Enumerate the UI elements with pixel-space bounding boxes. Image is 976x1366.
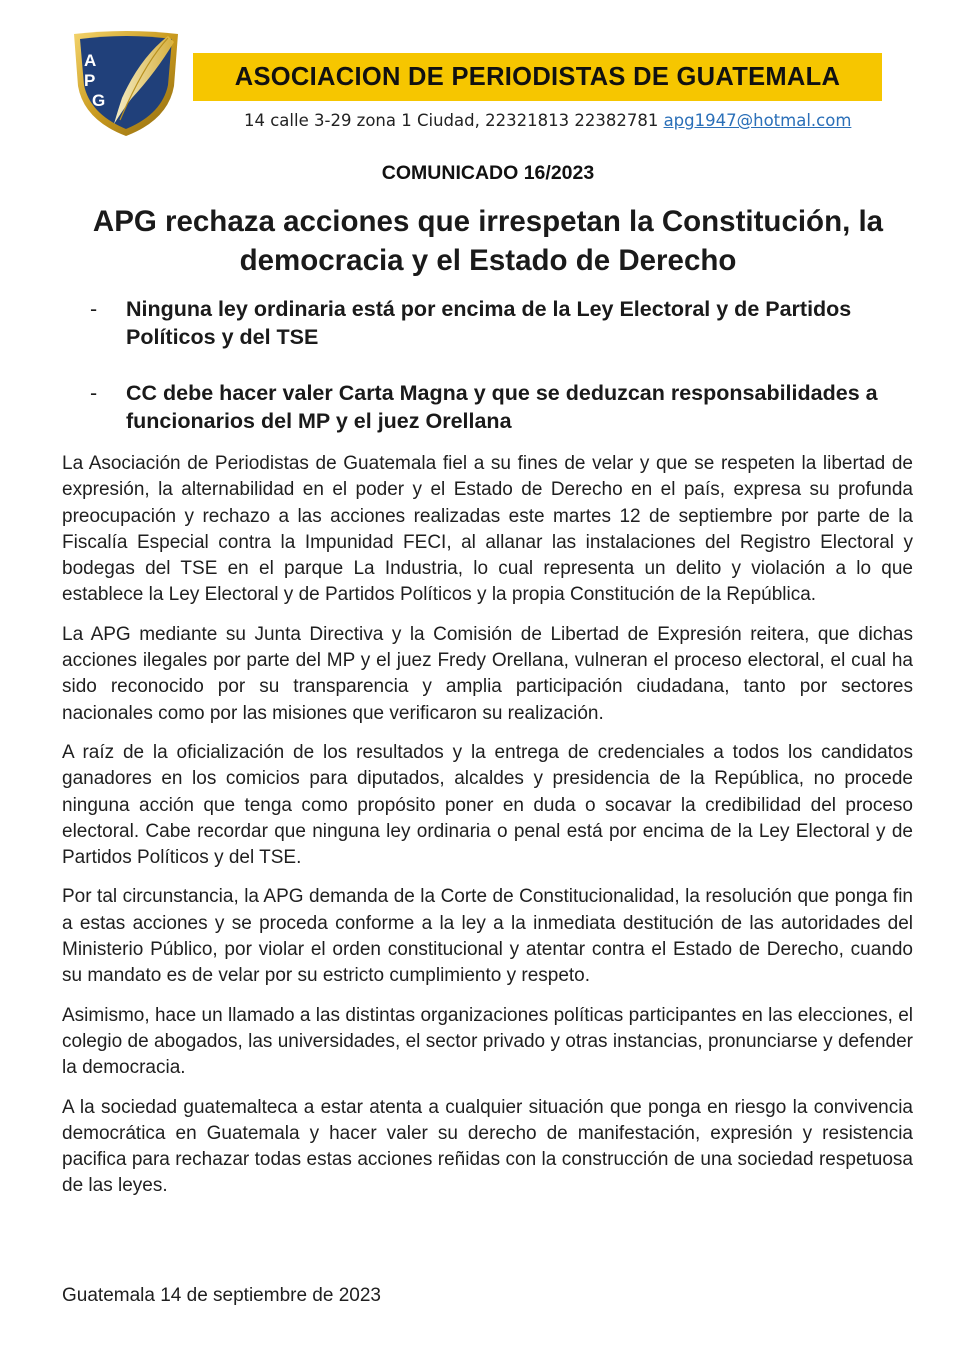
- contact-email-link[interactable]: apg1947@hotmal.com: [663, 111, 852, 130]
- bullet-dash: -: [90, 297, 98, 321]
- body-paragraph: Por tal circunstancia, la APG demanda de la Corte de Constitucionalidad, la resolución que ponga fin a estas acciones y se proceda conforme a la ley a la inmediata destitución de las autoridades del Ministerio Público, por violar el orden constitucional y atentar contra el Estado de Derecho, cuando su mandato es de velar por su estricto cumplimiento y respeto.: [62, 886, 913, 987]
- body-paragraph: La Asociación de Periodistas de Guatemala fiel a su fines de velar y que se respeten la libertad de expresión, la alternabilidad en el poder y el Estado de Derecho en el país, expresa su profunda preocupación y rechazo a las acciones realizadas este martes 12 de septiembre por parte de la Fiscalía Especial contra la Impunidad FECI, al allanar las instalaciones del Registro Electoral y bodegas del TSE en el parque La Industria, lo cual representa un delito y violación a lo que establece la Ley Electoral y de Partidos Políticos y la propia Constitución de la República.: [62, 453, 913, 606]
- contact-address: 14 calle 3-29 zona 1 Ciudad, 22321813 22382781: [244, 111, 664, 130]
- bullet-text: Ninguna ley ordinaria está por encima de la Ley Electoral y de Partidos Políticos y del TSE: [126, 297, 852, 349]
- body-paragraph: Asimismo, hace un llamado a las distintas organizaciones políticas participantes en las elecciones, el colegio de abogados, las universidades, el sector privado y otras instancias, pronunciarse y defender la democracia.: [62, 1004, 913, 1079]
- summary-bullets: [90, 295, 920, 435]
- statement-body: [62, 451, 913, 1213]
- logo-letter-g: G: [92, 91, 106, 110]
- body-paragraph: A raíz de la oficialización de los resultados y la entrega de credenciales a todos los candidatos ganadores en los comicios para diputados, alcaldes y presidencia de la República, no procede ninguna acción que tenga como propósito poner en duda o socavar la credibilidad del proceso electoral. Cabe recordar que ninguna ley ordinaria o penal está por encima de la Ley Electoral y de Partidos Políticos y del TSE.: [62, 741, 913, 869]
- logo-letter-p: P: [84, 71, 96, 90]
- bullet-item: [90, 295, 920, 351]
- organization-banner: [193, 53, 882, 101]
- date-line: Guatemala 14 de septiembre de 2023: [62, 1285, 381, 1306]
- apg-logo-icon: [70, 28, 182, 138]
- logo-letter-a: A: [84, 51, 97, 70]
- body-paragraph: La APG mediante su Junta Directiva y la Comisión de Libertad de Expresión reitera, que dichas acciones ilegales por parte del MP y el juez Fredy Orellana, vulneran el proceso electoral, el cual ha sido reconocido por su transparencia y amplia participación ciudadana, tanto por sectores nacionales como por las misiones que verificaron su realización.: [62, 623, 913, 724]
- bullet-item: [90, 379, 920, 435]
- contact-line: [244, 111, 851, 130]
- bullet-dash: -: [90, 381, 98, 405]
- communique-number: COMUNICADO 16/2023: [381, 162, 595, 184]
- organization-name: ASOCIACION DE PERIODISTAS DE GUATEMALA: [234, 62, 841, 91]
- headline: APG rechaza acciones que irrespetan la Constitución, la democracia y el Estado de Derecho: [92, 205, 884, 277]
- bullet-text: CC debe hacer valer Carta Magna y que se deduzcan responsabilidades a funcionarios del MP y el juez Orellana: [126, 381, 878, 433]
- body-paragraph: A la sociedad guatemalteca a estar atenta a cualquier situación que ponga en riesgo la convivencia democrática en Guatemala y hacer valer su derecho de manifestación, expresión y resistencia pacifica para rechazar todas estas acciones reñidas con la construcción de una sociedad respetuosa de las leyes.: [62, 1096, 913, 1197]
